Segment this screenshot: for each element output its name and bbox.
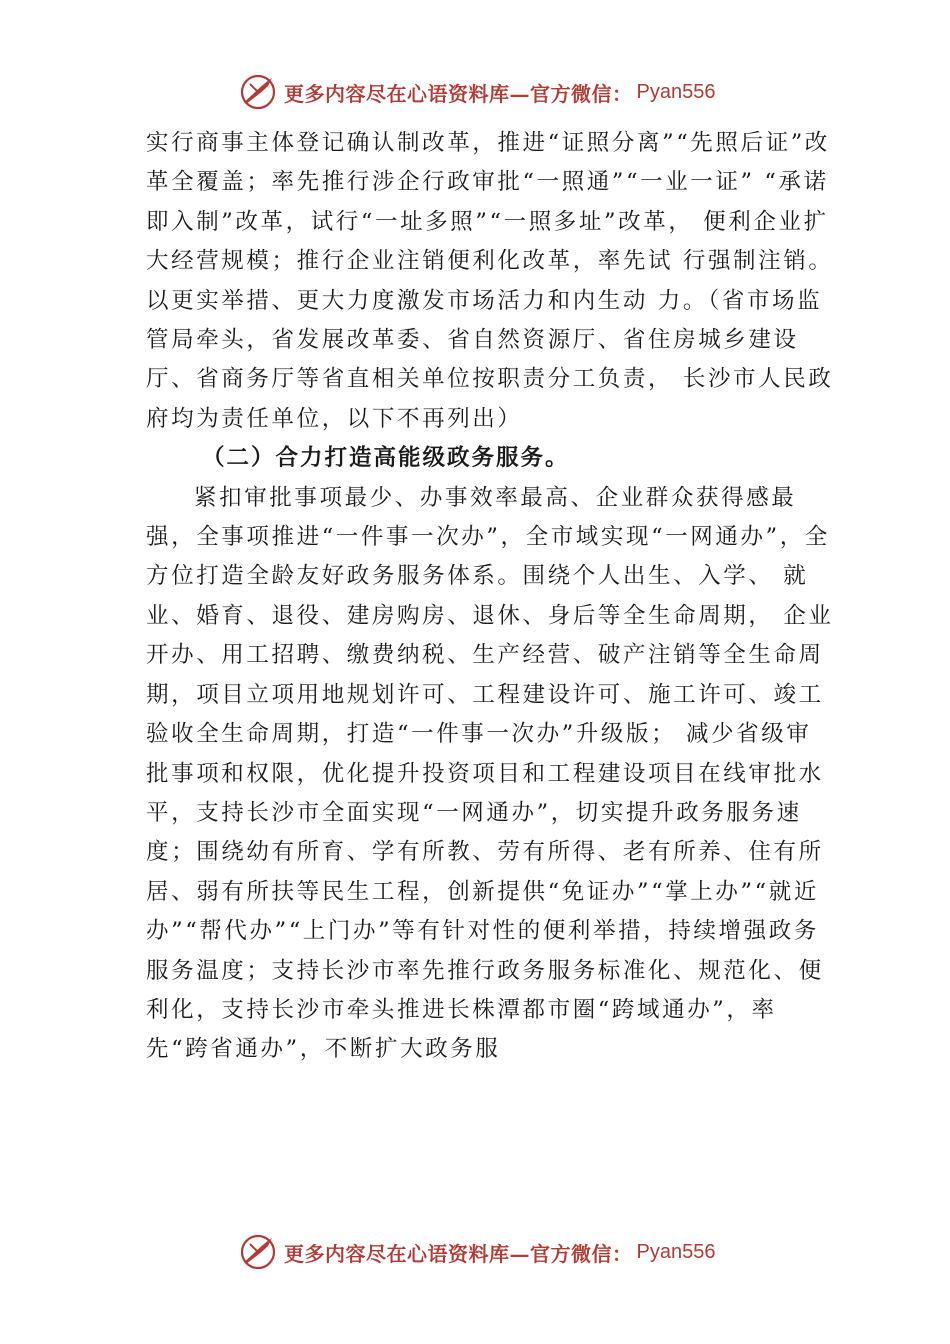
pen-nib-logo-icon — [238, 72, 278, 112]
paragraph-2: 紧扣审批事项最少、办事效率最高、企业群众获得感最强，全事项推进“一件事一次办”，全市域实现“一网通办”，全方位打造全龄友好政务服务体系。围绕个人出生、入学、 就业、婚育、退役、建房购房、退休、身后等全生命周期， 企业开办、用工招聘、缴费纳税、生产经营、破产注销等全生命周期，项目立项用地规划许可、工程建设许可、施工许可、竣工验收全生命周期，打造“一件事一次办”升级版； 减少省级审批事项和权限，优化提升投资项目和工程建设项目在线审批水平，支持长沙市全面实现“一网通办”，切实提升政务服务速度；围绕幼有所育、学有所教、劳有所得、老有所养、住有所居、弱有所扶等民生工程，创新提供“免证办”“掌上办”“就近办”“帮代办”“上门办”等有针对性的便利举措，持续增强政务服务温度；支持长沙市率先推行政务服务标准化、规范化、便利化，支持长沙市牵头推进长株潭都市圈“跨域通办”，率先“跨省通办”，不断扩大政务服 — [146, 484, 834, 1063]
banner-text: 更多内容尽在心语资料库—官方微信： — [284, 1241, 633, 1266]
banner-wechat-id: Pyan556 — [636, 80, 716, 103]
document-body — [146, 124, 836, 1070]
banner-text: 更多内容尽在心语资料库—官方微信： — [284, 81, 633, 106]
section-heading: （二）合力打造高能级政务服务。 — [202, 445, 570, 472]
paragraph-1: 实行商事主体登记确认制改革，推进“证照分离”“先照后证”改革全覆盖；率先推行涉企行政审批“一照通”“一业一证” “承诺即入制”改革，试行“一址多照”“一照多址”改革， 便利企业扩大经营规模；推行企业注销便利化改革，率先试 行强制注销。以更实举措、更大力度激发市场活力和内生动 力。（省市场监管局牵头，省发展改革委、省自然资源厅、省住房城乡建设厅、省商务厅等省直相关单位按职责分工负责， 长沙市人民政府均为责任单位，以下不再列出） — [146, 130, 834, 432]
footer-watermark-banner — [238, 1230, 715, 1274]
banner-wechat-id: Pyan556 — [636, 1240, 716, 1263]
pen-nib-logo-icon — [238, 1232, 278, 1272]
header-watermark-banner — [238, 70, 715, 114]
